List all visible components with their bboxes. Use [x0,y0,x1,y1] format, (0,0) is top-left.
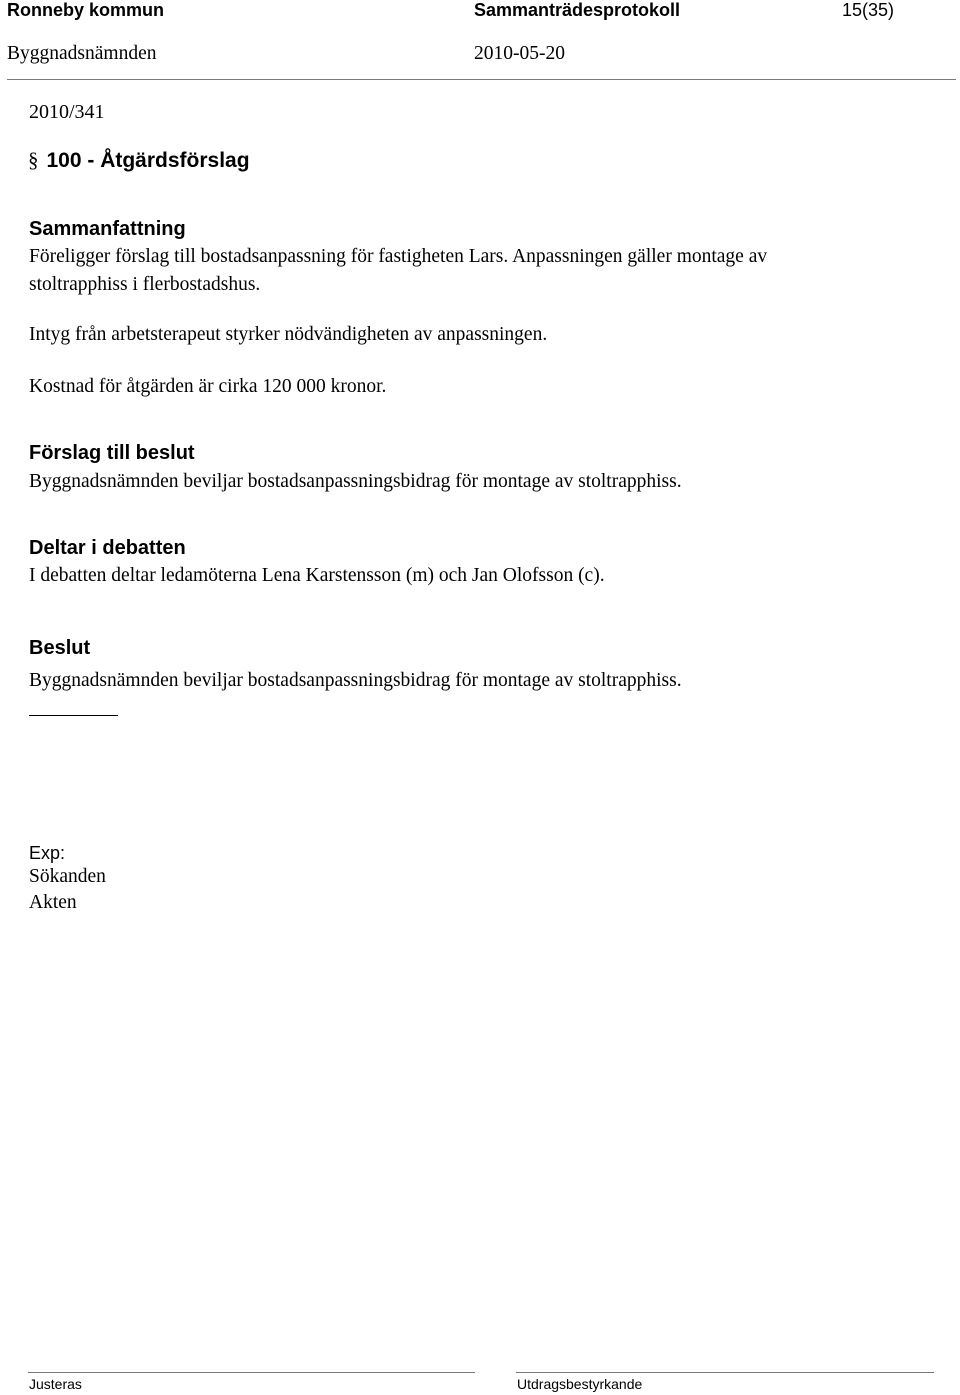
decision-separator [29,715,118,716]
decision-heading: Beslut [29,637,91,659]
case-number: 2010/341 [29,101,105,123]
board-name: Byggnadsnämnden [7,43,157,64]
header-rule [7,79,956,80]
proposal-text: Byggnadsnämnden beviljar bostadsanpassningsbidrag för montage av stoltrapphiss. [29,471,682,492]
summary-paragraph-3: Kostnad för åtgärden är cirka 120 000 kronor. [29,376,387,397]
distribution-label: Exp: [29,843,66,863]
footer-utdragsbestyrkande: Utdragsbestyrkande [517,1376,643,1392]
summary-line-1: Föreligger förslag till bostadsanpassning för fastigheten Lars. Anpassningen gäller montage av [29,246,768,267]
debate-heading: Deltar i debatten [29,537,186,559]
section-symbol: § [28,148,39,172]
case-title-text: 100 - Åtgärdsförslag [46,149,250,172]
summary-heading: Sammanfattning [29,218,186,240]
page-number: 15(35) [842,0,895,20]
decision-text: Byggnadsnämnden beviljar bostadsanpassningsbidrag för montage av stoltrapphiss. [29,670,682,691]
recipient: Akten [29,892,77,913]
summary-line-2: stoltrapphiss i flerbostadshus. [29,274,261,295]
case-title [28,148,250,173]
footer-justeras: Justeras [29,1376,82,1392]
recipient: Sökanden [29,866,106,887]
footer-rule-left [28,1372,475,1373]
meeting-date: 2010-05-20 [474,43,565,64]
municipality-name: Ronneby kommun [7,0,165,20]
proposal-heading: Förslag till beslut [29,442,195,464]
footer-rule-right [516,1372,934,1373]
document-type: Sammanträdesprotokoll [474,0,681,20]
summary-paragraph-2: Intyg från arbetsterapeut styrker nödvändigheten av anpassningen. [29,324,548,345]
debate-text: I debatten deltar ledamöterna Lena Karstensson (m) och Jan Olofsson (c). [29,565,605,586]
